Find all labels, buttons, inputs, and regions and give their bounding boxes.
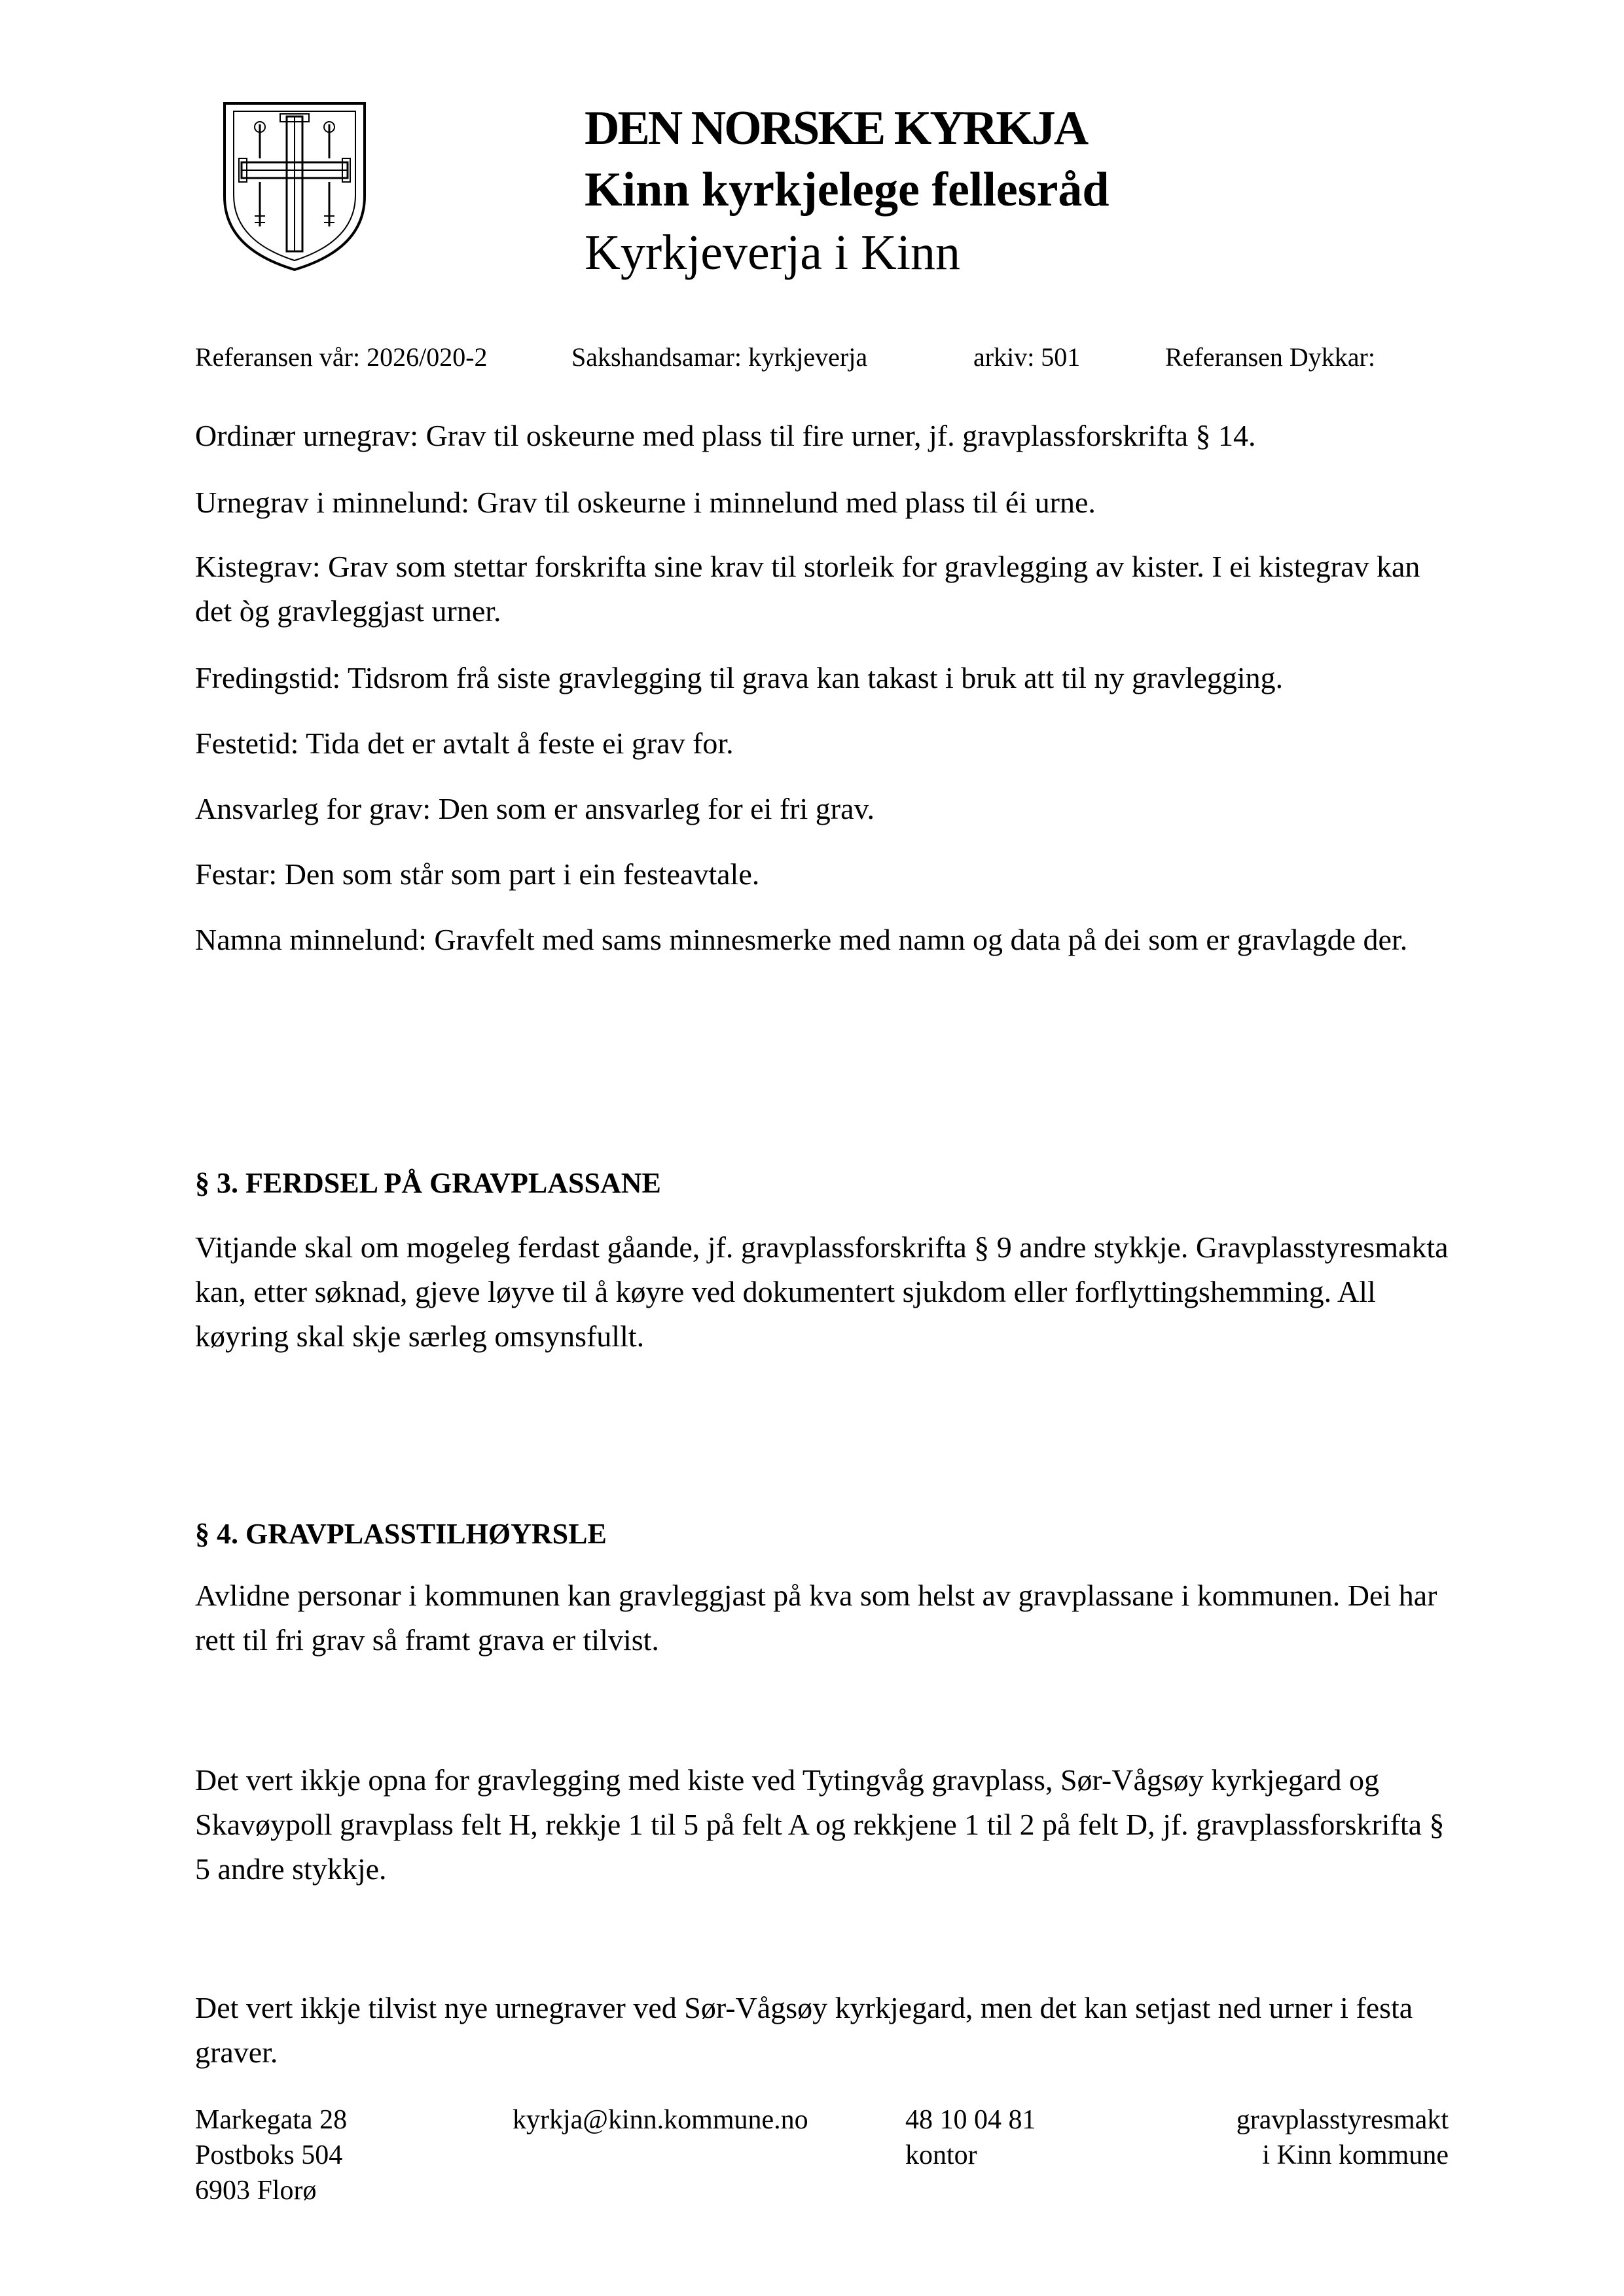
church-coat-of-arms-logo (219, 98, 370, 275)
authority-line: i Kinn kommune (1262, 2140, 1449, 2170)
definition-coffin-grave: Kistegrav: Grav som stettar forskrifta sine krav til storleik for gravlegging av kister. I ei kistegrav kan det òg gravleggjast urner. (195, 550, 1420, 628)
organisation-name: DEN NORSKE KYRKJA (585, 101, 1087, 155)
section-4-paragraph: Det vert ikkje opna for gravlegging med kiste ved Tytingvåg gravplass, Sør-Vågsøy kyrkjegard og Skavøypoll gravplass felt H, rekkje 1 til 5 på felt A og rekkjene 1 til 2 på felt D, jf. gravplassforskrifta § 5 andre stykkje. (195, 1763, 1445, 1886)
definition-responsible-for-grave: Ansvarleg for grav: Den som er ansvarleg for ei fri grav. (195, 792, 875, 825)
footer-phone (905, 2102, 1036, 2173)
our-reference: Referansen vår: 2026/020-2 (195, 342, 488, 372)
authority-line: gravplasstyresmakt (1236, 2105, 1449, 2135)
definition-urn-grave-memorial-grove: Urnegrav i minnelund: Grav til oskeurne i minnelund med plass til éi urne. (195, 486, 1096, 519)
section-4-paragraph: Avlidne personar i kommunen kan gravleggjast på kva som helst av gravplassane i kommunen. Dei har rett til fri grav så framt grava er tilvist. (195, 1579, 1437, 1657)
phone-number: 48 10 04 81 (905, 2105, 1036, 2135)
footer-address-line: 6903 Florø (195, 2176, 317, 2206)
section-4-heading: § 4. GRAVPLASSTILHØYRSLE (195, 1518, 607, 1550)
definition-leaseholder: Festar: Den som står som part i ein festeavtale. (195, 857, 760, 891)
definition-protection-period: Fredingstid: Tidsrom frå siste gravlegging til grava kan takast i bruk att til ny gravlegging. (195, 661, 1284, 694)
case-officer: Sakshandsamar: kyrkjeverja (571, 342, 868, 372)
phone-label: kontor (905, 2140, 977, 2170)
council-name: Kinn kyrkjelege fellesråd (585, 163, 1110, 217)
definition-lease-period: Festetid: Tida det er avtalt å feste ei grav for. (195, 726, 734, 760)
definition-named-memorial-grove: Namna minnelund: Gravfelt med sams minnesmerke med namn og data på dei som er gravlagde der. (195, 923, 1408, 956)
office-name: Kyrkjeverja i Kinn (585, 225, 961, 280)
email-link[interactable]: kyrkja@kinn.kommune.no (513, 2105, 808, 2135)
your-reference: Referansen Dykkar: (1165, 342, 1375, 372)
definition-ordinary-urn-grave: Ordinær urnegrav: Grav til oskeurne med plass til fire urner, jf. gravplassforskrifta § 14. (195, 419, 1256, 452)
footer-address-line: Postboks 504 (195, 2140, 343, 2170)
section-3-text: Vitjande skal om mogeleg ferdast gåande, jf. gravplassforskrifta § 9 andre stykkje. Gravplasstyresmakta kan, etter søknad, gjeve løyve til å køyre ved dokumentert sjukdom eller forflyttingshemming. All køyring skal skje særleg omsynsfullt. (195, 1230, 1449, 1353)
footer-address (195, 2102, 347, 2208)
letterhead (585, 98, 1110, 284)
section-4-paragraph: Det vert ikkje tilvist nye urnegraver ved Sør-Vågsøy kyrkjegard, men det kan setjast ned urner i festa graver. (195, 1991, 1413, 2069)
footer-authority (1236, 2102, 1449, 2173)
section-3-heading: § 3. FERDSEL PÅ GRAVPLASSANE (195, 1167, 661, 1199)
footer-email (513, 2102, 808, 2138)
footer-address-line: Markegata 28 (195, 2105, 348, 2135)
archive-number: arkiv: 501 (973, 342, 1081, 372)
